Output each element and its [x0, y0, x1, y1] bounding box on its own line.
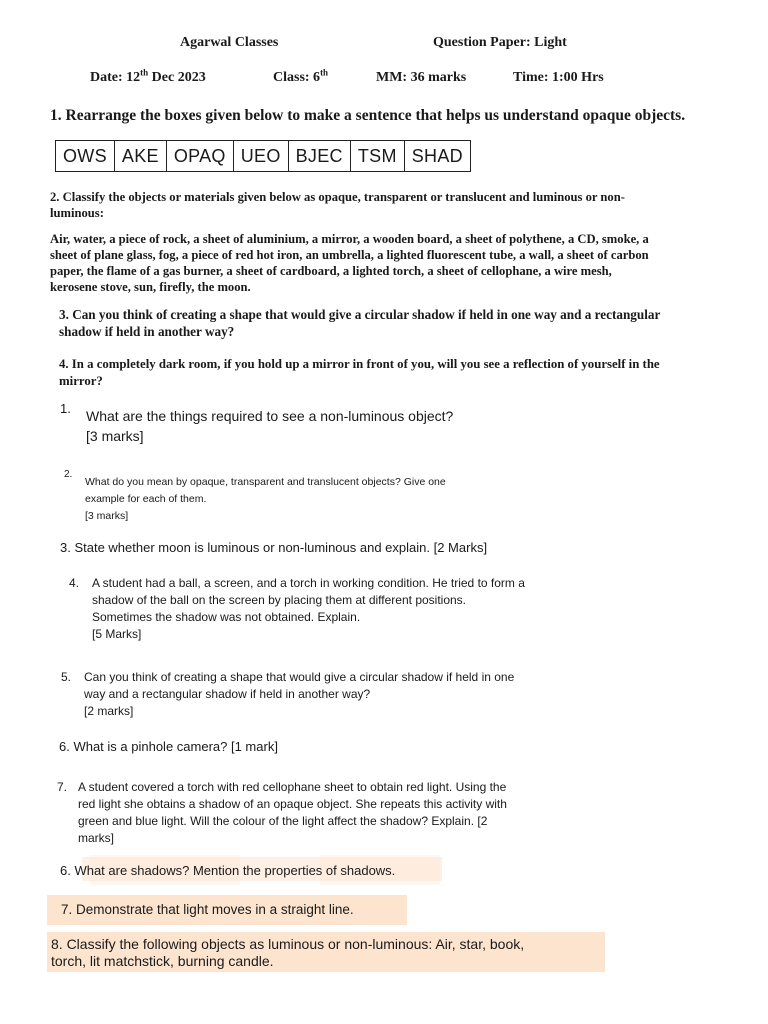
list-item-1-number: 1.: [60, 401, 71, 416]
rearrange-box: TSM: [351, 141, 405, 171]
list-item-7-number: 7.: [57, 780, 68, 794]
list-item-6: 6. What is a pinhole camera? [1 mark]: [59, 739, 278, 754]
list-item-2-number: 2.: [64, 469, 73, 480]
class-label: Class: 6th: [273, 67, 329, 85]
question-3: 3. Can you think of creating a shape that would give a circular shadow if held in one way and a rectangular shadow if held in another way?: [59, 307, 661, 339]
question-1: 1. Rearrange the boxes given below to make a sentence that helps us understand opaque objects.: [50, 107, 686, 124]
list-item-3: 3. State whether moon is luminous or non-luminous and explain. [2 Marks]: [60, 540, 488, 555]
tail-question-7: 7. Demonstrate that light moves in a straight line.: [61, 902, 354, 917]
rearrange-box: OPAQ: [167, 141, 234, 171]
list-item-2: What do you mean by opaque, transparent and translucent objects? Give one example for each of them. [3 marks]: [85, 476, 446, 522]
question-4: 4. In a completely dark room, if you hold up a mirror in front of you, will you see a reflection of yourself in the mirror?: [59, 357, 660, 388]
date-label: Date: 12th Dec 2023: [90, 67, 206, 85]
list-item-5-number: 5.: [61, 670, 72, 684]
list-item-4-number: 4.: [69, 576, 80, 590]
rearrange-boxes: [55, 140, 471, 172]
tail-question-8: 8. Classify the following objects as luminous or non-luminous: Air, star, book, torch, lit matchstick, burning candle.: [51, 936, 525, 969]
time-allowed: Time: 1:00 Hrs: [513, 70, 604, 85]
question-2: 2. Classify the objects or materials given below as opaque, transparent or translucent and luminous or non- luminous:: [50, 190, 625, 220]
rearrange-box: BJEC: [289, 141, 351, 171]
question-2-items: Air, water, a piece of rock, a sheet of aluminium, a mirror, a wooden board, a sheet of polythene, a CD, smoke, a sheet of plane glass, fog, a piece of red hot iron, an umbrella, a lighted fluorescent tube, a wall, a sheet of carbon paper, the flame of a gas burner, a sheet of cardboard, a lighted torch, a sheet of cellophane, a wire mesh, kerosene stove, sun, firefly, the moon.: [50, 232, 649, 294]
institute-name: Agarwal Classes: [180, 35, 279, 50]
rearrange-box: UEO: [234, 141, 289, 171]
list-item-1: What are the things required to see a non-luminous object? [3 marks]: [86, 408, 454, 444]
paper-title: Question Paper: Light: [433, 35, 567, 50]
rearrange-box: SHAD: [411, 146, 463, 166]
tail-question-6: 6. What are shadows? Mention the properties of shadows.: [60, 863, 396, 878]
rearrange-box: OWS: [56, 141, 115, 171]
list-item-5: Can you think of creating a shape that would give a circular shadow if held in one way and a rectangular shadow if held in another way? [2 marks]: [84, 670, 515, 718]
rearrange-box: AKE: [115, 141, 167, 171]
list-item-7: A student covered a torch with red cellophane sheet to obtain red light. Using the red light she obtains a shadow of an opaque object. She repeats this activity with green and blue light. Will the colour of the light affect the shadow? Explain. [2 marks]: [78, 780, 507, 845]
max-marks: MM: 36 marks: [376, 70, 467, 85]
list-item-4: A student had a ball, a screen, and a torch in working condition. He tried to form a shadow of the ball on the screen by placing them at different positions. Sometimes the shadow was not obtained. Explain. [5 Marks]: [92, 576, 525, 641]
